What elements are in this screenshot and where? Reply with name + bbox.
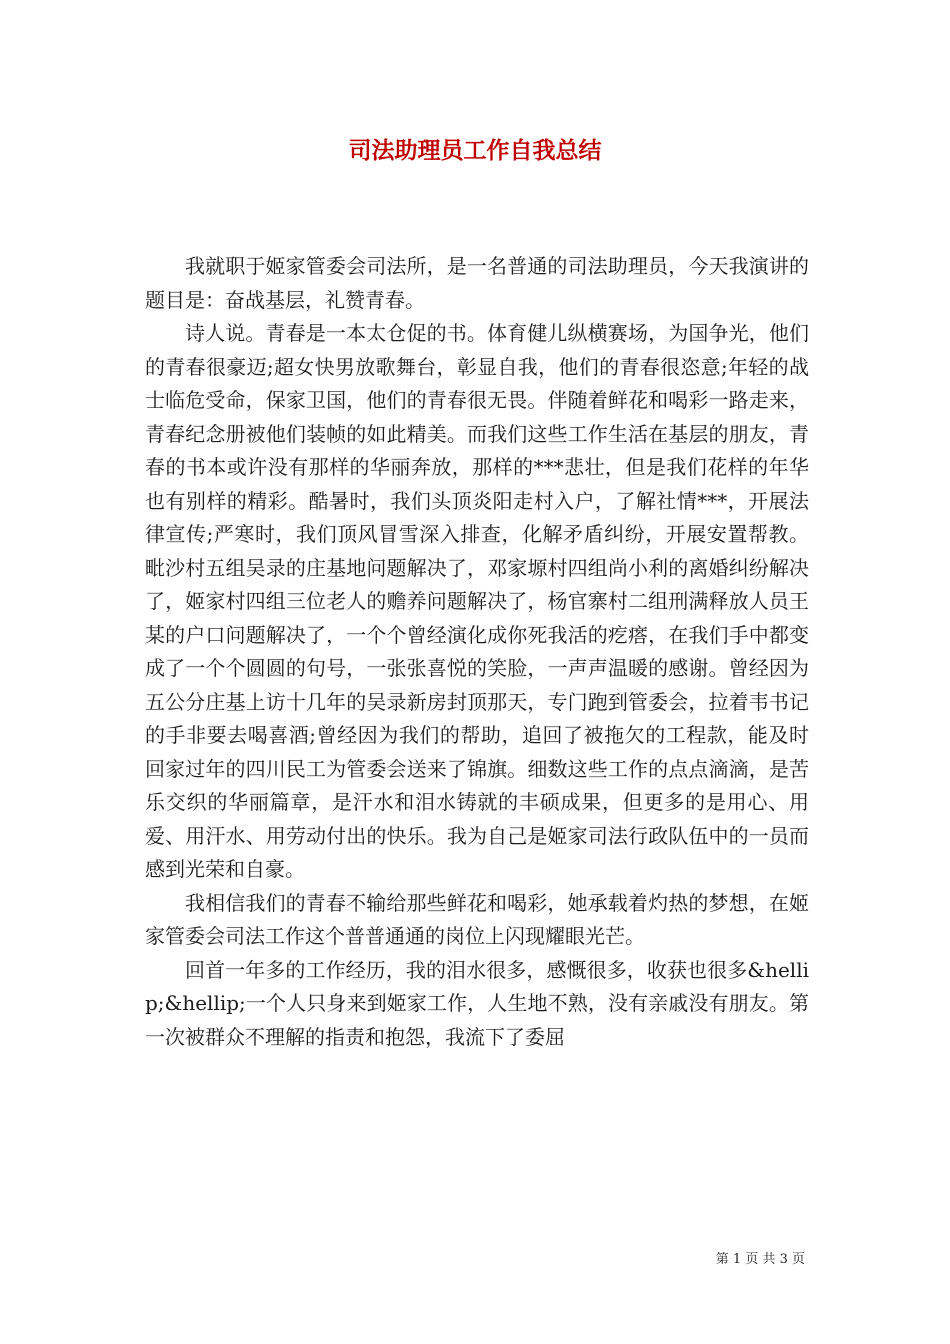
document-body xyxy=(145,250,809,1054)
paragraph-4: 回首一年多的工作经历，我的泪水很多，感慨很多，收获也很多&hellip;&hellip;一个人只身来到姬家工作，人生地不熟，没有亲戚没有朋友。第一次被群众不理解的指责和抱怨，我流下了委屈 xyxy=(145,957,809,1049)
paragraph-1: 我就职于姬家管委会司法所，是一名普通的司法助理员，今天我演讲的题目是：奋战基层，礼赞青春。 xyxy=(145,254,809,312)
page-number-footer: 第 1 页 共 3 页 xyxy=(715,1252,805,1267)
page-title: 司法助理员工作自我总结 xyxy=(348,137,602,164)
paragraph-3: 我相信我们的青春不输给那些鲜花和喝彩，她承载着灼热的梦想，在姬家管委会司法工作这个普普通通的岗位上闪现耀眼光芒。 xyxy=(145,890,809,948)
paragraph-2: 诗人说。青春是一本太仓促的书。体育健儿纵横赛场，为国争光，他们的青春很豪迈;超女快男放歌舞台，彰显自我，他们的青春很恣意;年轻的战士临危受命，保家卫国，他们的青春很无畏。伴随着鲜花和喝彩一路走来，青春纪念册被他们装帧的如此精美。而我们这些工作生活在基层的朋友，青春的书本或许没有那样的华丽奔放，那样的***悲壮，但是我们花样的年华也有别样的精彩。酷暑时，我们头顶炎阳走村入户，了解社情***，开展法律宣传;严寒时，我们顶风冒雪深入排查，化解矛盾纠纷，开展安置帮教。毗沙村五组吴录的庄基地问题解决了，邓家塬村四组尚小利的离婚纠纷解决了，姬家村四组三位老人的赡养问题解决了，杨官寨村二组刑满释放人员王某的户口问题解决了，一个个曾经演化成你死我活的疙瘩，在我们手中都变成了一个个圆圆的句号，一张张喜悦的笑脸，一声声温暖的感谢。曾经因为五公分庄基上访十几年的吴录新房封顶那天，专门跑到管委会，拉着韦书记的手非要去喝喜酒;曾经因为我们的帮助，追回了被拖欠的工程款，能及时回家过年的四川民工为管委会送来了锦旗。细数这些工作的点点滴滴，是苦乐交织的华丽篇章，是汗水和泪水铸就的丰硕成果，但更多的是用心、用爱、用汗水、用劳动付出的快乐。我为自己是姬家司法行政队伍中的一员而感到光荣和自豪。 xyxy=(145,321,809,881)
